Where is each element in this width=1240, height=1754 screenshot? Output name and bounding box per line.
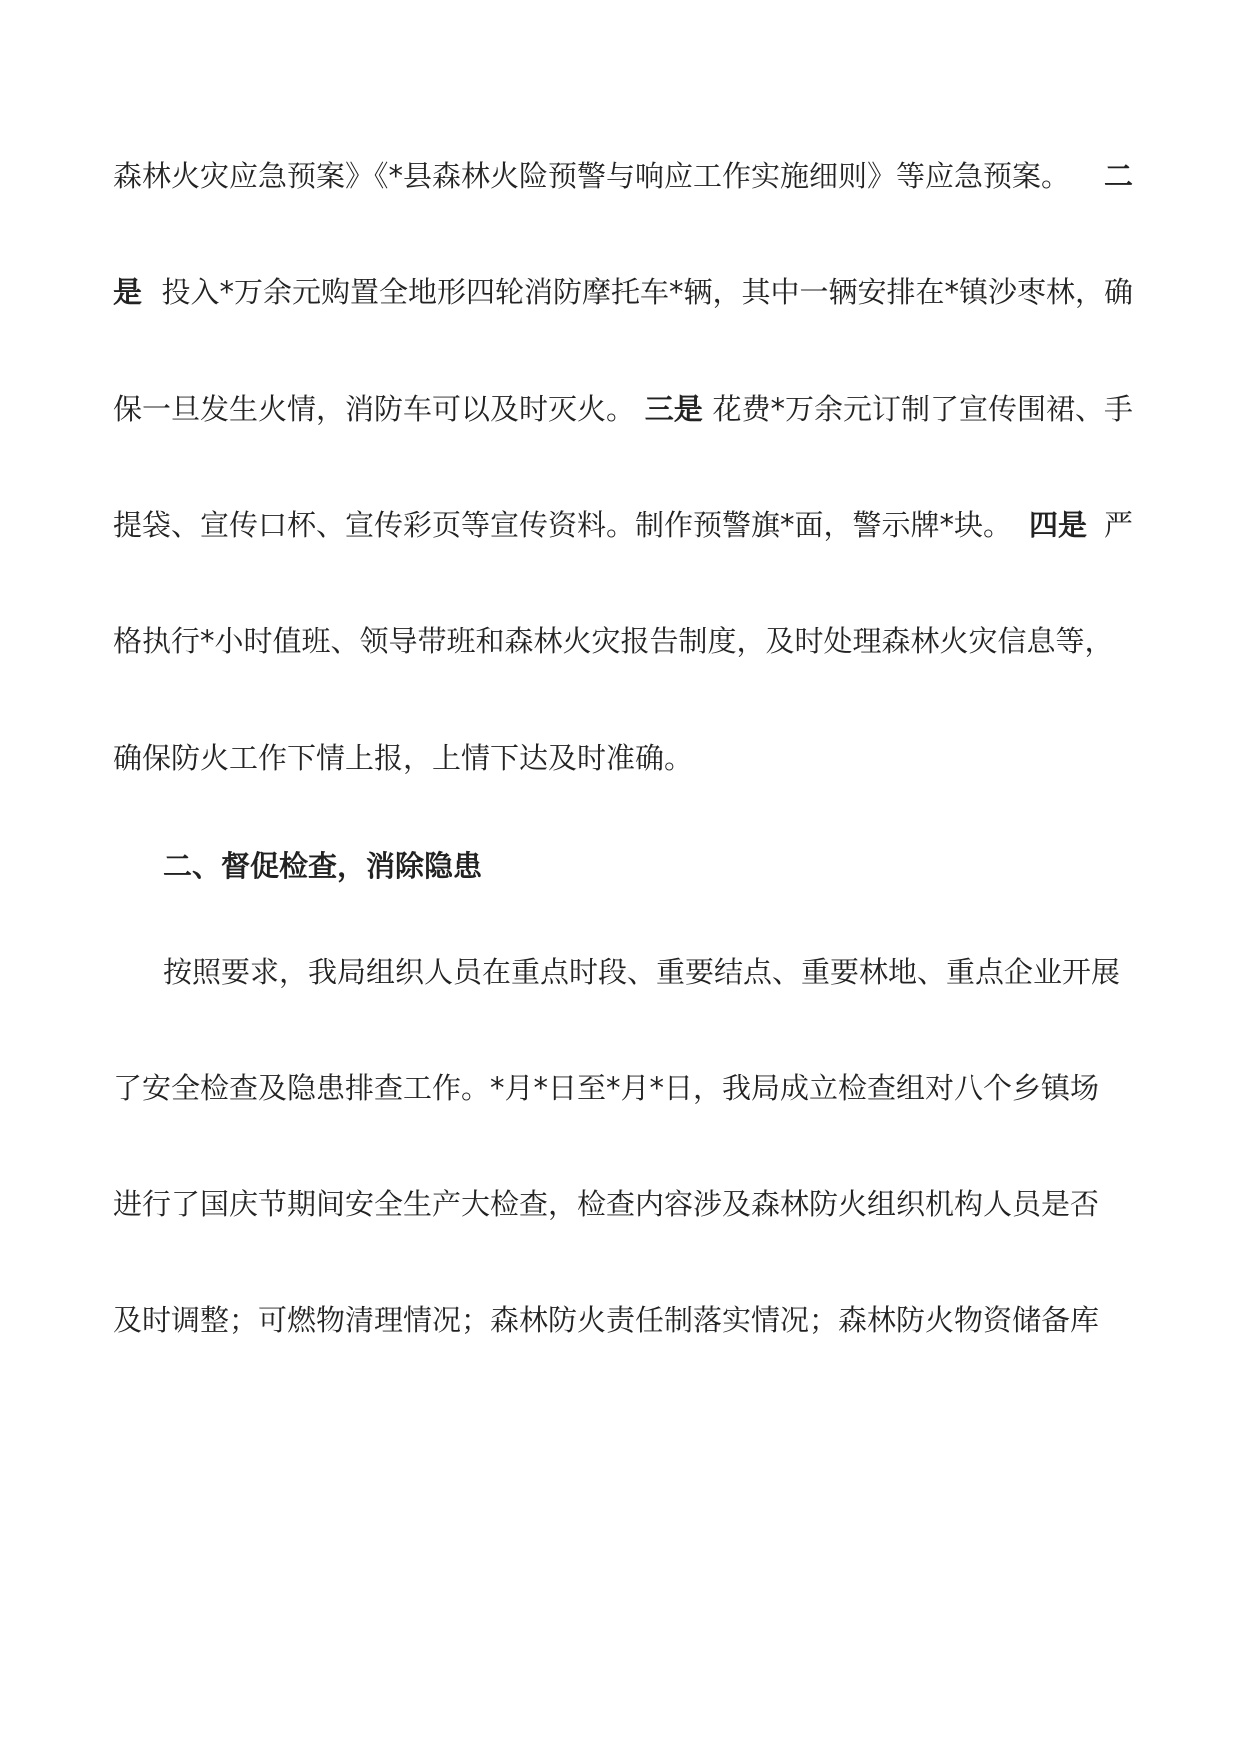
paragraph-line (113, 738, 1133, 778)
paragraph-line (163, 952, 1133, 992)
paragraph-line (113, 389, 1133, 429)
text-run: 投入*万余元购置全地形四轮消防摩托车*辆，其中一辆安排在*镇沙枣林，确 (161, 275, 1133, 309)
text-run: 进行了国庆节期间安全生产大检查，检查内容涉及森林防火组织机构人员是否 (113, 1187, 1100, 1221)
paragraph-line (113, 156, 1133, 196)
text-run: 及时调整；可燃物清理情况；森林防火责任制落实情况；森林防火物资储备库 (113, 1303, 1100, 1337)
paragraph-line (113, 1068, 1133, 1108)
text-run: 严 (1103, 508, 1133, 542)
bold-text-run: 四是 (1028, 508, 1087, 542)
text-run: 提袋、宣传口杯、宣传彩页等宣传资料。制作预警旗*面，警示牌*块。 (113, 508, 1013, 542)
bold-text-run: 三是 (644, 392, 703, 426)
text-run: 按照要求，我局组织人员在重点时段、重要结点、重要林地、重点企业开展 (163, 955, 1121, 989)
bold-text-run: 是 (113, 275, 143, 309)
section-heading: 二、督促检查，消除隐患 (163, 849, 483, 883)
paragraph-line (113, 1184, 1133, 1224)
text-run: 花费*万余元订制了宣传围裙、手 (712, 392, 1133, 426)
text-run: 格执行*小时值班、领导带班和森林火灾报告制度，及时处理森林火灾信息等， (113, 624, 1114, 658)
paragraph-line (113, 621, 1133, 661)
paragraph-line (113, 272, 1133, 312)
paragraph-line (113, 505, 1133, 545)
paragraph-line (113, 1300, 1133, 1340)
text-run: 确保防火工作下情上报，上情下达及时准确。 (113, 741, 694, 775)
bold-text-run: 二 (1103, 159, 1133, 193)
text-run: 森林火灾应急预案》《*县森林火险预警与响应工作实施细则》等应急预案。 (113, 159, 1071, 193)
text-run: 保一旦发生火情，消防车可以及时灭火。 (113, 392, 636, 426)
text-run: 了安全检查及隐患排查工作。*月*日至*月*日，我局成立检查组对八个乡镇场 (113, 1071, 1100, 1105)
